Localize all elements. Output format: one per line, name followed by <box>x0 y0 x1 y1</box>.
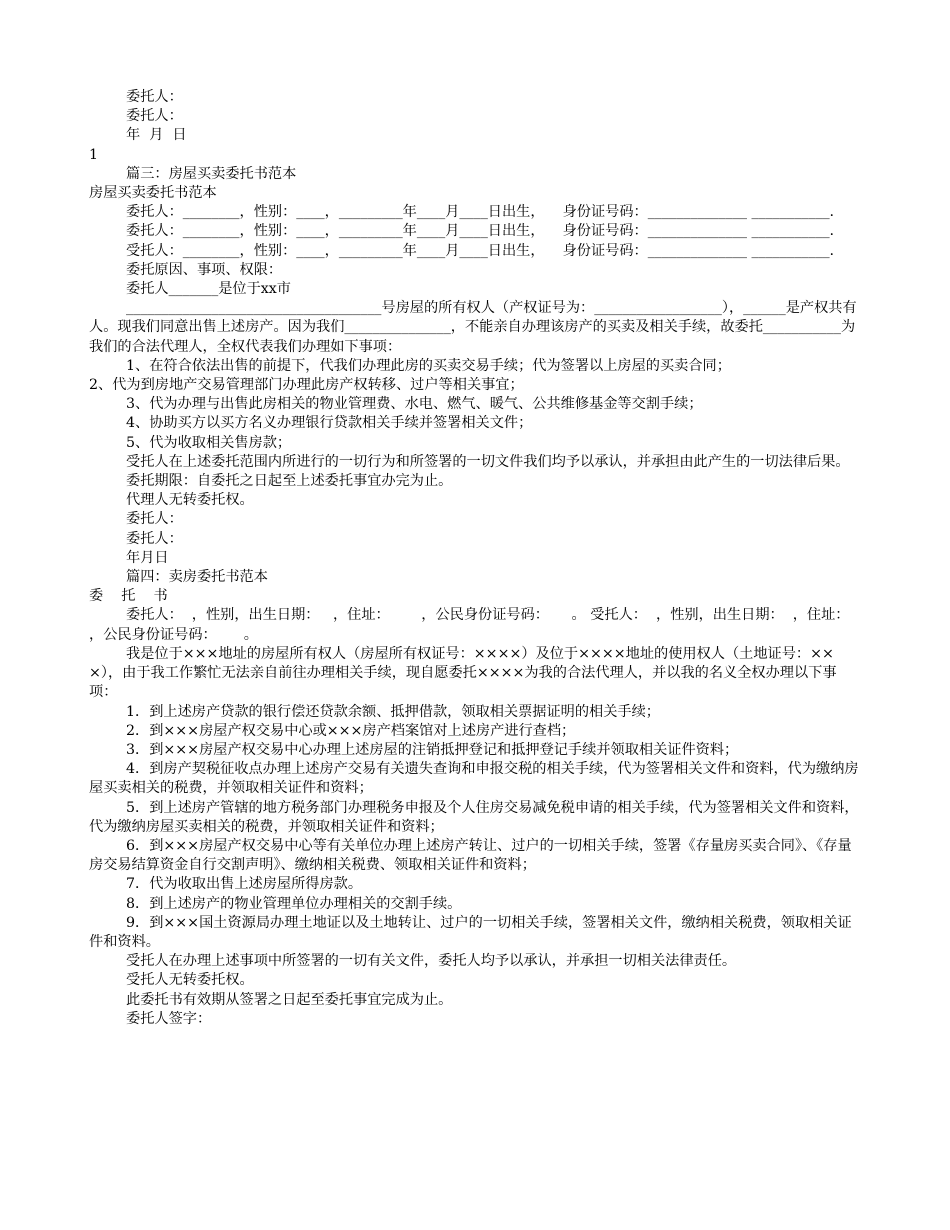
text-line: 委托人： <box>126 108 183 125</box>
text-line: 2．到×××房屋产权交易中心或×××房产档案馆对上述房产进行查档； <box>126 722 576 739</box>
text-line: 5．到上述房产管辖的地方税务部门办理税务申报及个人住房交易减免税申请的相关手续，代为签署相关文件和资料，代为缴纳房屋买卖相关的税费，并领取相关证件和资料； <box>89 799 859 835</box>
text-line: 受托人在上述委托范围内所进行的一切行为和所签署的一切文件我们均予以承认，并承担由此产生的一切法律后果。 <box>126 453 850 470</box>
text-line: 委托人：________，性别：____，_________年____月____日出生， 身份证号码：______________ ___________. <box>126 223 835 240</box>
text-line: 1．到上述房产贷款的银行偿还贷款余额、抵押借款，领取相关票据证明的相关手续； <box>126 703 660 720</box>
document-body <box>89 88 886 1029</box>
text-line: 9．到×××国土资源局办理土地证以及土地转让、过户的一切相关手续，签署相关文件，缴纳相关税费，领取相关证件和资料。 <box>89 914 852 950</box>
text-line: ____________________________________号房屋的所有权人（产权证号为：__________________），______是产权共有人。现我们同意出售上述房产。因为我们_______________，不能亲自办理该房产的买卖及相关手续，故委托___________为我们的合法代理人，全权代表我们办理如下事项： <box>89 300 857 355</box>
text-line: 篇四：卖房委托书范本 <box>126 569 268 586</box>
text-line: 3、代为办理与出售此房相关的物业管理费、水电、燃气、暖气、公共维修基金等交割手续； <box>126 396 703 413</box>
text-line: 6．到×××房屋产权交易中心等有关单位办理上述房产转让、过户的一切相关手续，签署《存量房买卖合同》、《存量房交易结算资金自行交割声明》、缴纳相关税费、领取相关证件和资料； <box>89 837 852 874</box>
text-line: 委托人： <box>126 89 183 105</box>
text-line: 5、代为收取相关售房款； <box>126 434 292 451</box>
text-line: 4．到房产契税征收点办理上述房产交易有关遗失查询和申报交税的相关手续，代为签署相关文件和资料，代为缴纳房屋买卖相关的税费，并领取相关证件和资料； <box>89 761 859 797</box>
text-line: 4、协助买方以买方名义办理银行贷款相关手续并签署相关文件； <box>126 415 533 432</box>
text-line: 7．代为收取出售上述房屋所得房款。 <box>126 876 363 893</box>
text-line: 委托期限：自委托之日起至上述委托事宜办完为止。 <box>126 473 453 490</box>
text-line: 受托人：________，性别：____，_________年____月____日出生， 身份证号码：______________ ___________. <box>126 242 835 259</box>
text-line: 代理人无转委托权。 <box>126 492 254 509</box>
text-line: 2、代为到房地产交易管理部门办理此房产权转移、过户等相关事宜； <box>89 377 524 394</box>
text-line: 委托人： <box>126 511 183 528</box>
text-line: 3．到×××房屋产权交易中心办理上述房屋的注销抵押登记和抵押登记手续并领取相关证件资料； <box>126 741 739 758</box>
text-line: 委托人： ，性别，出生日期： ，住址： ，公民身份证号码： 。 受托人： ，性别，出生日期： ，住址： ，公民身份证号码： 。 <box>89 607 886 643</box>
text-line: 8．到上述房产的物业管理单位办理相关的交割手续。 <box>126 895 462 912</box>
text-line: 篇三：房屋买卖委托书范本 <box>126 165 297 182</box>
text-line: 年月日 <box>126 549 169 566</box>
text-line: 1 <box>89 146 99 163</box>
text-line: 1、在符合依法出售的前提下，代我们办理此房的买卖交易手续；代为签署以上房屋的买卖合同； <box>126 357 731 374</box>
text-line: 受托人无转委托权。 <box>126 972 254 989</box>
text-line: 委托人_______是位于xx市 <box>126 281 291 298</box>
text-line: 我是位于×××地址的房屋所有权人（房屋所有权证号：××××）及位于××××地址的使用权人（土地证号：×××），由于我工作繁忙无法亲自前往办理相关手续，现自愿委托××××为我的合法代理人，并以我的名义全权办理以下事项： <box>89 645 837 701</box>
text-line: 此委托书有效期从签署之日起至委托事宜完成为止。 <box>126 991 453 1008</box>
text-line: 受托人在办理上述事项中所签署的一切有关文件，委托人均予以承认，并承担一切相关法律责任。 <box>126 953 737 970</box>
text-line: 委 托 书 <box>89 588 168 605</box>
text-line: 委托原因、事项、权限： <box>126 261 283 278</box>
text-line: 委托人签字： <box>126 1010 212 1027</box>
text-line: 委托人： <box>126 530 183 547</box>
text-line: 年 月 日 <box>126 127 187 144</box>
text-line: 房屋买卖委托书范本 <box>89 185 217 202</box>
text-line: 委托人：________，性别：____，_________年____月____日出生， 身份证号码：______________ ___________. <box>126 204 835 221</box>
